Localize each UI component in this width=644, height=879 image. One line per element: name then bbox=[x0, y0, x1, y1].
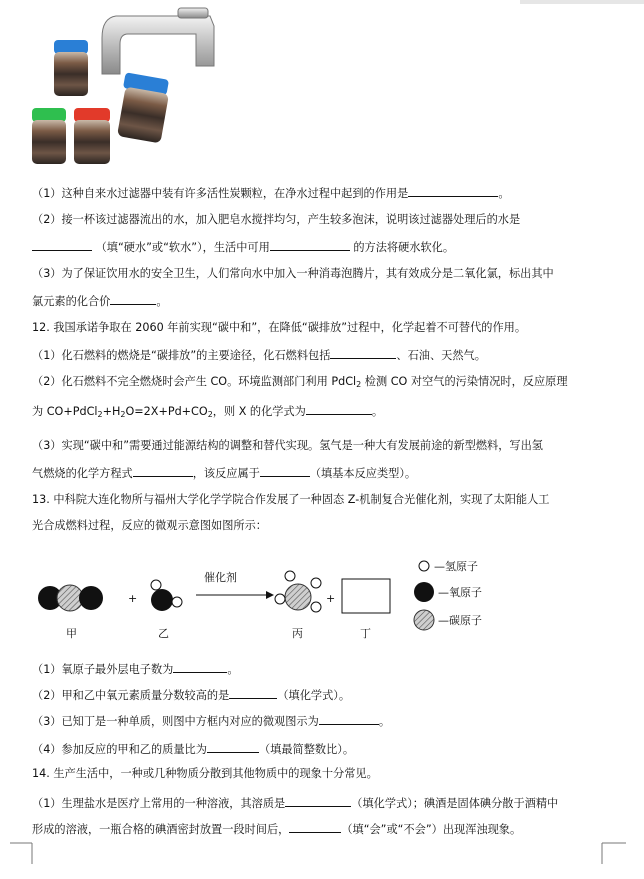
oxygen-atom-icon bbox=[414, 582, 434, 602]
red-filter-icon bbox=[74, 108, 110, 164]
faucet-filter-illustration bbox=[28, 4, 228, 174]
q11-part1: （1）这种自来水过滤器中装有许多活性炭颗粒，在净水过程中起到的作用是 。 bbox=[32, 184, 614, 202]
attached-filter-icon bbox=[117, 72, 169, 143]
q13-part1: （1）氧原子最外层电子数为 。 bbox=[32, 660, 614, 678]
answer-blank[interactable] bbox=[408, 184, 498, 197]
answer-blank[interactable] bbox=[133, 464, 193, 477]
legend bbox=[414, 559, 482, 630]
page-corner-mark-left bbox=[10, 838, 36, 864]
hydrogen-atom-icon bbox=[419, 561, 429, 571]
plus-sign-1: + bbox=[128, 592, 138, 605]
q13-part2: （2）甲和乙中氧元素质量分数较高的是 （填化学式）。 bbox=[32, 686, 614, 704]
q13-title-line1: 13. 中科院大连化物所与福州大学化学学院合作发展了一种固态 Z-机制复合光催化剂，实现了太阳能人工 bbox=[32, 493, 550, 506]
answer-blank[interactable] bbox=[32, 238, 92, 251]
label-yi: 乙 bbox=[158, 627, 169, 640]
catalyst-label: 催化剂 bbox=[204, 571, 237, 584]
answer-blank[interactable] bbox=[207, 740, 259, 753]
answer-blank[interactable] bbox=[306, 402, 372, 415]
q14-part1-line1: （1）生理盐水是医疗上常用的一种溶液，其溶质是 （填化学式）；碘酒是固体碘分散于酒精中 bbox=[32, 794, 614, 812]
q13-title-line2: 光合成燃料过程，反应的微观示意图如图所示： bbox=[32, 519, 267, 532]
molecule-yi bbox=[151, 580, 182, 611]
q11-part2-line1: （2）接一杯该过滤器流出的水，加入肥皂水搅拌均匀，产生较多泡沫，说明该过滤器处理后的水是 bbox=[32, 213, 521, 226]
answer-blank[interactable] bbox=[285, 794, 351, 807]
q14-part1-line2: 形成的溶液，一瓶合格的碘酒密封放置一段时间后， （填“会”或“不会”）出现浑浊现象。 bbox=[32, 820, 614, 838]
blue-filter-icon bbox=[54, 40, 88, 96]
plus-sign-2: + bbox=[326, 592, 336, 605]
q13-part3: （3）已知丁是一种单质，则图中方框内对应的微观图示为 。 bbox=[32, 712, 614, 730]
label-ding: 丁 bbox=[360, 627, 371, 640]
legend-hydrogen: —氢原子 bbox=[434, 560, 478, 573]
q12-part3-line2: 气燃烧的化学方程式 ，该反应属于 （填基本反应类型）。 bbox=[32, 464, 614, 482]
reaction-micro-diagram bbox=[28, 555, 508, 650]
q12-part2-line1: （2）化石燃料不完全燃烧时会产生 CO。环境监测部门利用 PdCl$_2$ 检测 CO 对空气的污染情况时，反应原理 bbox=[32, 375, 568, 389]
q11-part3-line2: 氯元素的化合价 。 bbox=[32, 292, 614, 310]
answer-blank[interactable] bbox=[319, 712, 379, 725]
label-bing: 丙 bbox=[292, 627, 303, 640]
green-filter-icon bbox=[32, 108, 66, 164]
answer-blank[interactable] bbox=[229, 686, 277, 699]
q13-part4: （4）参加反应的甲和乙的质量比为 （填最简整数比）。 bbox=[32, 740, 614, 758]
molecule-bing bbox=[275, 571, 321, 612]
q12-part3-line1: （3）实现“碳中和”需要通过能源结构的调整和替代实现。氢气是一种大有发展前途的新型燃料，写出氢 bbox=[32, 439, 543, 452]
arrow-icon bbox=[266, 591, 274, 599]
molecule-ding-box bbox=[342, 579, 390, 613]
q11-part2-line2: （填“硬水”或“软水”），生活中可用 的方法将硬水软化。 bbox=[32, 238, 614, 256]
molecule-jia bbox=[38, 585, 103, 611]
page-corner-mark-right bbox=[600, 838, 626, 864]
carbon-atom-icon bbox=[414, 610, 434, 630]
answer-blank[interactable] bbox=[110, 292, 156, 305]
legend-carbon: —碳原子 bbox=[438, 614, 482, 627]
faucet-icon bbox=[102, 16, 214, 74]
q12-part1: （1）化石燃料的燃烧是“碳排放”的主要途径，化石燃料包括 、石油、天然气。 bbox=[32, 346, 614, 364]
q12-equation-line: 为 $CO+PdCl_2+H_2O=2X+Pd+CO_2$，则 X 的化学式为 。 bbox=[32, 402, 614, 420]
answer-blank[interactable] bbox=[289, 820, 341, 833]
q11-part3-line1: （3）为了保证饮用水的安全卫生，人们常向水中加入一种消毒泡腾片，其有效成分是二氧化氯，标出其中 bbox=[32, 267, 554, 280]
answer-blank[interactable] bbox=[260, 464, 310, 477]
answer-blank[interactable] bbox=[270, 238, 350, 251]
answer-blank[interactable] bbox=[173, 660, 227, 673]
label-jia: 甲 bbox=[66, 627, 77, 640]
answer-blank[interactable] bbox=[330, 346, 396, 359]
q14-title: 14. 生产生活中，一种或几种物质分散到其他物质中的现象十分常见。 bbox=[32, 767, 378, 780]
top-scroll-shadow bbox=[520, 0, 644, 4]
q12-title: 12. 我国承诺争取在 2060 年前实现“碳中和”，在降低“碳排放”过程中，化学起着不可替代的作用。 bbox=[32, 321, 527, 334]
legend-oxygen: —氧原子 bbox=[438, 586, 482, 599]
